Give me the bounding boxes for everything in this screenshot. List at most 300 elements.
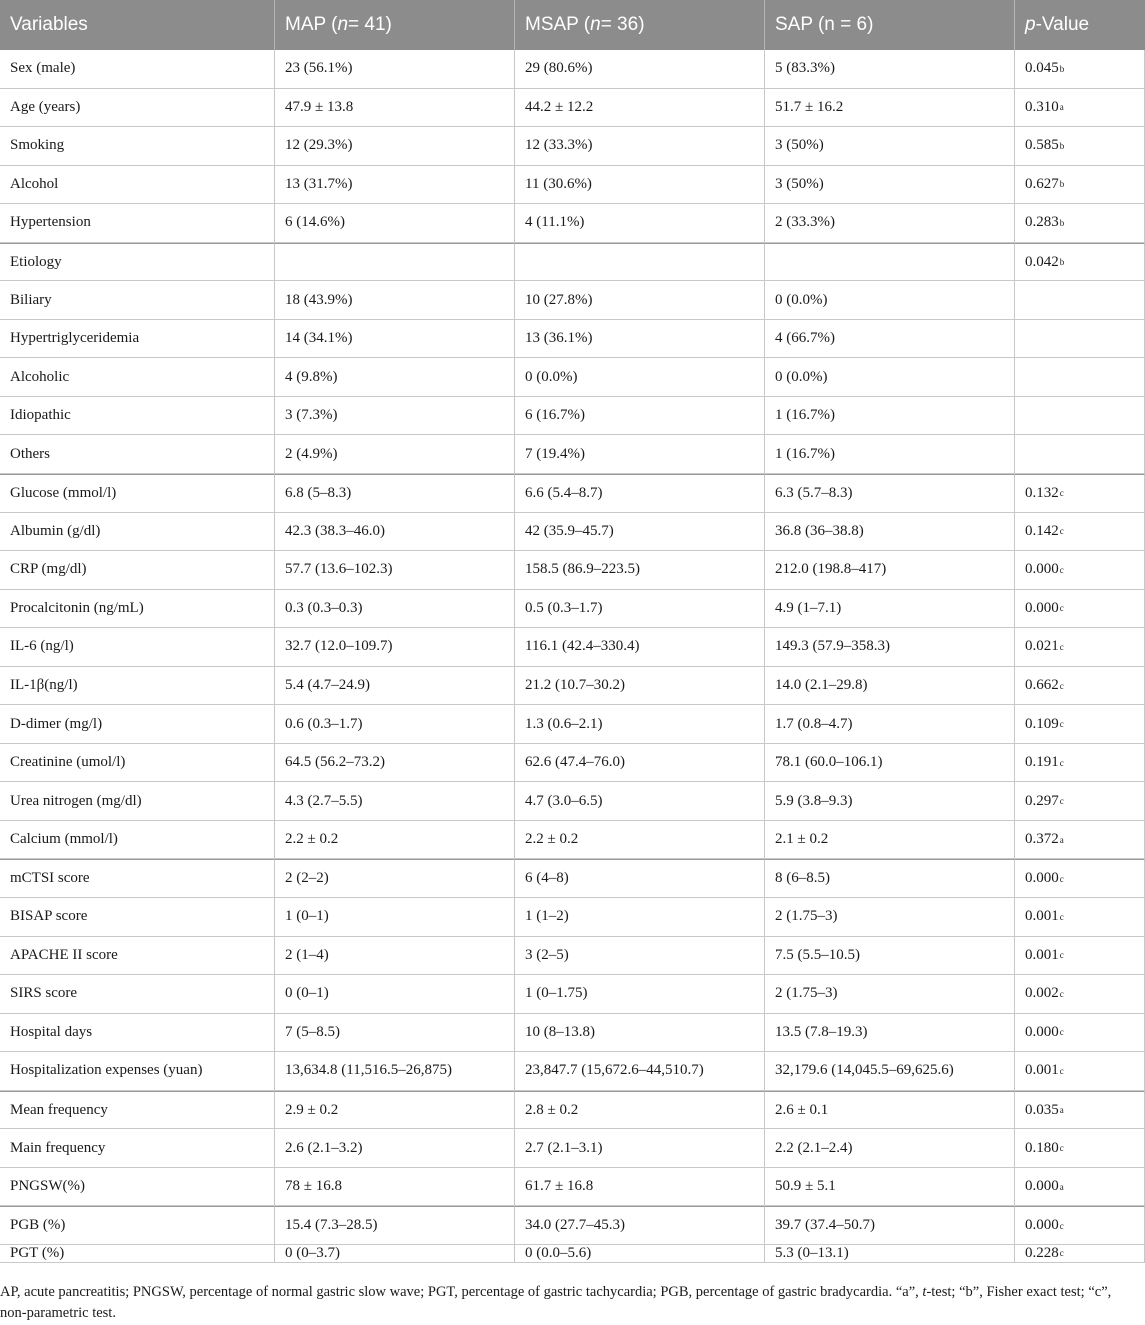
cell-sap <box>764 898 1014 937</box>
cell-map-text: 42.3 (38.3–46.0) <box>285 522 385 539</box>
cell-sap-text: 5.3 (0–13.1) <box>775 1244 849 1261</box>
cell-p-value: 0.000 a <box>1014 1168 1145 1207</box>
cell-map <box>274 1014 514 1053</box>
cell-msap <box>514 590 764 629</box>
cell-sap-text: 4.9 (1–7.1) <box>775 599 842 616</box>
cell-sap-text: 8 (6–8.5) <box>775 870 830 887</box>
cell-variable <box>0 628 274 667</box>
cell-p-value: 0.228 c <box>1014 1245 1145 1263</box>
header-text: -Value <box>1035 14 1090 35</box>
cell-map-text: 2.2 ± 0.2 <box>285 831 339 848</box>
cell-variable <box>0 397 274 436</box>
cell-p-value: 0.035 a <box>1014 1091 1145 1130</box>
cell-msap <box>514 1245 764 1263</box>
cell-p-value: 0.297 c <box>1014 782 1145 821</box>
cell-msap-text: 2.2 ± 0.2 <box>525 831 579 848</box>
cell-msap <box>514 474 764 513</box>
cell-sap <box>764 1168 1014 1207</box>
header-text: MAP ( <box>285 14 338 35</box>
cell-p-value-text: 0.142 <box>1025 522 1059 539</box>
cell-sap-text: 212.0 (198.8–417) <box>775 561 887 578</box>
cell-variable-text: APACHE II score <box>10 946 118 963</box>
cell-p-value: 0.109 c <box>1014 705 1145 744</box>
cell-msap-text: 34.0 (27.7–45.3) <box>525 1217 625 1234</box>
cell-sap-text: 2 (1.75–3) <box>775 985 838 1002</box>
cell-msap <box>514 937 764 976</box>
cell-msap <box>514 204 764 243</box>
cell-sap-text: 3 (50%) <box>775 175 824 192</box>
cell-variable <box>0 513 274 552</box>
cell-variable <box>0 821 274 860</box>
cell-variable <box>0 590 274 629</box>
cell-p-value: 0.001 c <box>1014 937 1145 976</box>
cell-p-value: 0.142 c <box>1014 513 1145 552</box>
cell-map <box>274 1168 514 1207</box>
cell-p-value <box>1014 435 1145 474</box>
cell-msap <box>514 975 764 1014</box>
cell-variable-text: Alcoholic <box>10 368 70 385</box>
cell-p-value: 0.132 c <box>1014 474 1145 513</box>
cell-variable-text: Etiology <box>10 253 62 270</box>
cell-sap <box>764 744 1014 783</box>
cell-sap <box>764 667 1014 706</box>
cell-p-value-text: 0.021 <box>1025 638 1059 655</box>
cell-msap-text: 23,847.7 (15,672.6–44,510.7) <box>525 1062 704 1079</box>
cell-variable-text: Idiopathic <box>10 407 71 424</box>
cell-sap-text: 14.0 (2.1–29.8) <box>775 677 868 694</box>
table-footnote <box>0 1282 1138 1324</box>
cell-variable-text: Hospital days <box>10 1023 93 1040</box>
cell-msap <box>514 320 764 359</box>
cell-sap-text: 2.2 (2.1–2.4) <box>775 1139 853 1156</box>
cell-msap <box>514 435 764 474</box>
cell-sap-text: 149.3 (57.9–358.3) <box>775 638 890 655</box>
cell-sap-text: 3 (50%) <box>775 137 824 154</box>
cell-variable-text: Calcium (mmol/l) <box>10 831 118 848</box>
cell-sap <box>764 89 1014 128</box>
cell-p-value: 0.001 c <box>1014 1052 1145 1091</box>
cell-msap-text: 7 (19.4%) <box>525 445 585 462</box>
cell-msap-text: 1 (0–1.75) <box>525 985 588 1002</box>
cell-variable <box>0 474 274 513</box>
header-italic: n <box>590 14 601 35</box>
cell-msap <box>514 859 764 898</box>
cell-msap-text: 0.5 (0.3–1.7) <box>525 599 603 616</box>
cell-p-value-text: 0.283 <box>1025 214 1059 231</box>
cell-variable <box>0 975 274 1014</box>
cell-p-value: 0.191 c <box>1014 744 1145 783</box>
cell-variable <box>0 1129 274 1168</box>
cell-sap-text: 7.5 (5.5–10.5) <box>775 946 860 963</box>
cell-map <box>274 590 514 629</box>
cell-p-value-text: 0.001 <box>1025 908 1059 925</box>
cell-msap <box>514 898 764 937</box>
cell-map-text: 57.7 (13.6–102.3) <box>285 561 393 578</box>
cell-p-value-text: 0.000 <box>1025 1217 1059 1234</box>
cell-msap-text: 6 (4–8) <box>525 870 569 887</box>
cell-sap <box>764 1206 1014 1245</box>
cell-p-value-text: 0.000 <box>1025 870 1059 887</box>
cell-variable <box>0 50 274 89</box>
cell-sap-text: 2 (1.75–3) <box>775 908 838 925</box>
cell-p-value-text: 0.585 <box>1025 137 1059 154</box>
cell-map-text: 18 (43.9%) <box>285 291 353 308</box>
cell-map <box>274 166 514 205</box>
cell-msap-text: 116.1 (42.4–330.4) <box>525 638 640 655</box>
cell-msap-text: 6.6 (5.4–8.7) <box>525 484 603 501</box>
cell-variable <box>0 89 274 128</box>
cell-p-value-text: 0.372 <box>1025 831 1059 848</box>
cell-variable-text: Mean frequency <box>10 1101 108 1118</box>
cell-variable <box>0 782 274 821</box>
cell-map-text: 2 (4.9%) <box>285 445 338 462</box>
cell-sap <box>764 281 1014 320</box>
cell-p-value <box>1014 320 1145 359</box>
cell-variable <box>0 859 274 898</box>
cell-p-value: 0.000 c <box>1014 859 1145 898</box>
cell-p-value-text: 0.002 <box>1025 985 1059 1002</box>
cell-msap <box>514 397 764 436</box>
cell-map <box>274 937 514 976</box>
cell-map-text: 6 (14.6%) <box>285 214 345 231</box>
cell-map <box>274 320 514 359</box>
cell-sap-text: 0 (0.0%) <box>775 291 828 308</box>
cell-msap-text: 61.7 ± 16.8 <box>525 1178 594 1195</box>
cell-sap <box>764 551 1014 590</box>
cell-variable-text: Hypertriglyceridemia <box>10 330 140 347</box>
cell-sap <box>764 320 1014 359</box>
cell-msap <box>514 243 764 282</box>
footnote-text: AP, acute pancreatitis; PNGSW, percentage of normal gastric slow wave; PGT, percentage of gastric tachycardia; PGB, percentage of gastric bradycardia. “a”, <box>0 1284 923 1300</box>
cell-variable-text: PNGSW(%) <box>10 1178 85 1195</box>
cell-variable <box>0 667 274 706</box>
cell-variable <box>0 281 274 320</box>
cell-map <box>274 513 514 552</box>
cell-msap-text: 13 (36.1%) <box>525 330 593 347</box>
cell-p-value-text: 0.627 <box>1025 175 1059 192</box>
cell-variable <box>0 705 274 744</box>
cell-msap-text: 1.3 (0.6–2.1) <box>525 715 603 732</box>
header-map <box>274 0 514 50</box>
cell-sap-text: 13.5 (7.8–19.3) <box>775 1023 868 1040</box>
cell-map <box>274 127 514 166</box>
cell-map-text: 4 (9.8%) <box>285 368 338 385</box>
cell-map <box>274 1206 514 1245</box>
cell-map <box>274 435 514 474</box>
cell-map-text: 14 (34.1%) <box>285 330 353 347</box>
cell-msap-text: 10 (8–13.8) <box>525 1023 595 1040</box>
cell-p-value: 0.002 c <box>1014 975 1145 1014</box>
cell-msap <box>514 551 764 590</box>
cell-variable <box>0 243 274 282</box>
cell-p-value: 0.001 c <box>1014 898 1145 937</box>
cell-msap-text: 4 (11.1%) <box>525 214 585 231</box>
cell-variable-text: Glucose (mmol/l) <box>10 484 117 501</box>
cell-variable <box>0 1245 274 1263</box>
cell-sap <box>764 859 1014 898</box>
cell-sap-text: 5 (83.3%) <box>775 60 835 77</box>
cell-sap <box>764 397 1014 436</box>
cell-variable <box>0 551 274 590</box>
cell-msap-text: 3 (2–5) <box>525 946 569 963</box>
cell-p-value-text: 0.001 <box>1025 1062 1059 1079</box>
cell-sap <box>764 628 1014 667</box>
header-text: = 41) <box>348 14 392 35</box>
cell-variable-text: Smoking <box>10 137 65 154</box>
cell-msap <box>514 782 764 821</box>
cell-map <box>274 243 514 282</box>
cell-sap-text: 36.8 (36–38.8) <box>775 522 864 539</box>
cell-map <box>274 667 514 706</box>
cell-variable-text: Sex (male) <box>10 60 76 77</box>
cell-msap-text: 29 (80.6%) <box>525 60 593 77</box>
cell-msap-text: 2.8 ± 0.2 <box>525 1101 579 1118</box>
cell-p-value-text: 0.132 <box>1025 484 1059 501</box>
cell-p-value-text: 0.180 <box>1025 1139 1059 1156</box>
cell-sap-text: 5.9 (3.8–9.3) <box>775 792 853 809</box>
cell-sap-text: 39.7 (37.4–50.7) <box>775 1217 875 1234</box>
cell-msap-text: 0 (0.0%) <box>525 368 578 385</box>
cell-sap-text: 2 (33.3%) <box>775 214 835 231</box>
cell-map-text: 13 (31.7%) <box>285 175 353 192</box>
cell-p-value: 0.045 b <box>1014 50 1145 89</box>
cell-p-value: 0.585 b <box>1014 127 1145 166</box>
cell-msap-text: 1 (1–2) <box>525 908 569 925</box>
cell-map <box>274 1052 514 1091</box>
cell-msap-text: 11 (30.6%) <box>525 175 592 192</box>
cell-map-text: 2 (2–2) <box>285 870 329 887</box>
cell-sap <box>764 358 1014 397</box>
cell-p-value-text: 0.000 <box>1025 1023 1059 1040</box>
cell-map-text: 0 (0–3.7) <box>285 1244 340 1261</box>
cell-msap <box>514 821 764 860</box>
cell-map-text: 32.7 (12.0–109.7) <box>285 638 393 655</box>
cell-variable <box>0 744 274 783</box>
cell-sap <box>764 705 1014 744</box>
cell-sap <box>764 821 1014 860</box>
cell-variable-text: PGT (%) <box>10 1244 65 1261</box>
cell-variable-text: BISAP score <box>10 908 88 925</box>
cell-msap <box>514 1091 764 1130</box>
cell-map <box>274 281 514 320</box>
cell-msap <box>514 1168 764 1207</box>
cell-p-value-text: 0.001 <box>1025 946 1059 963</box>
cell-variable-text: IL-6 (ng/l) <box>10 638 74 655</box>
cell-msap-text: 62.6 (47.4–76.0) <box>525 754 625 771</box>
cell-sap <box>764 50 1014 89</box>
cell-sap-text: 1 (16.7%) <box>775 445 835 462</box>
cell-sap <box>764 1091 1014 1130</box>
cell-msap <box>514 1129 764 1168</box>
cell-p-value: 0.021 c <box>1014 628 1145 667</box>
cell-map <box>274 89 514 128</box>
cell-variable <box>0 166 274 205</box>
cell-p-value-text: 0.035 <box>1025 1101 1059 1118</box>
cell-variable <box>0 435 274 474</box>
cell-map-text: 64.5 (56.2–73.2) <box>285 754 385 771</box>
cell-p-value-text: 0.000 <box>1025 599 1059 616</box>
cell-map-text: 3 (7.3%) <box>285 407 338 424</box>
cell-map-text: 2.9 ± 0.2 <box>285 1101 339 1118</box>
cell-variable-text: SIRS score <box>10 985 78 1002</box>
cell-sap <box>764 1014 1014 1053</box>
cell-sap <box>764 243 1014 282</box>
cell-variable-text: Alcohol <box>10 175 59 192</box>
cell-map <box>274 821 514 860</box>
header-text: = 36) <box>600 14 645 35</box>
cell-map-text: 5.4 (4.7–24.9) <box>285 677 370 694</box>
footnote-text: -test; “b”, Fisher exact test; “c”, non-parametric test. <box>0 1284 1112 1321</box>
cell-variable <box>0 1091 274 1130</box>
cell-map <box>274 898 514 937</box>
cell-sap-text: 0 (0.0%) <box>775 368 828 385</box>
header-sap <box>764 0 1014 50</box>
cell-p-value: 0.000 c <box>1014 1014 1145 1053</box>
cell-sap-text: 1.7 (0.8–4.7) <box>775 715 853 732</box>
cell-msap <box>514 1014 764 1053</box>
cell-msap <box>514 628 764 667</box>
cell-map <box>274 474 514 513</box>
cell-sap <box>764 127 1014 166</box>
cell-sap <box>764 937 1014 976</box>
cell-variable <box>0 1052 274 1091</box>
cell-map <box>274 358 514 397</box>
cell-variable <box>0 898 274 937</box>
cell-sap <box>764 513 1014 552</box>
cell-sap <box>764 166 1014 205</box>
cell-variable-text: Hypertension <box>10 214 91 231</box>
cell-sap <box>764 435 1014 474</box>
cell-variable-text: IL-1β(ng/l) <box>10 677 78 694</box>
cell-variable <box>0 320 274 359</box>
footnote-italic: t <box>922 1284 927 1300</box>
header-p-value <box>1014 0 1145 50</box>
cell-msap-text: 158.5 (86.9–223.5) <box>525 561 640 578</box>
cell-map-text: 15.4 (7.3–28.5) <box>285 1217 378 1234</box>
cell-msap <box>514 667 764 706</box>
cell-map <box>274 782 514 821</box>
cell-variable-text: mCTSI score <box>10 870 90 887</box>
cell-sap <box>764 474 1014 513</box>
cell-msap-text: 4.7 (3.0–6.5) <box>525 792 603 809</box>
cell-p-value-text: 0.045 <box>1025 60 1059 77</box>
cell-map-text: 78 ± 16.8 <box>285 1178 342 1195</box>
cell-sap-text: 51.7 ± 16.2 <box>775 98 844 115</box>
cell-p-value: 0.372 a <box>1014 821 1145 860</box>
cell-sap-text: 1 (16.7%) <box>775 407 835 424</box>
cell-variable <box>0 937 274 976</box>
cell-msap-text: 10 (27.8%) <box>525 291 593 308</box>
cell-p-value-text: 0.000 <box>1025 1178 1059 1195</box>
cell-variable <box>0 1168 274 1207</box>
cell-map <box>274 859 514 898</box>
cell-msap <box>514 89 764 128</box>
cell-msap-text: 0 (0.0–5.6) <box>525 1244 592 1261</box>
cell-sap-text: 2.1 ± 0.2 <box>775 831 829 848</box>
cell-variable-text: Others <box>10 445 50 462</box>
cell-msap-text: 12 (33.3%) <box>525 137 593 154</box>
cell-msap <box>514 166 764 205</box>
header-text: SAP (n = 6) <box>775 14 874 35</box>
cell-map <box>274 1091 514 1130</box>
cell-map-text: 23 (56.1%) <box>285 60 353 77</box>
cell-map-text: 0.3 (0.3–0.3) <box>285 599 363 616</box>
cell-msap <box>514 744 764 783</box>
cell-sap <box>764 782 1014 821</box>
cell-map-text: 47.9 ± 13.8 <box>285 98 354 115</box>
cell-msap-text: 21.2 (10.7–30.2) <box>525 677 625 694</box>
cell-msap <box>514 358 764 397</box>
cell-variable <box>0 1206 274 1245</box>
cell-msap <box>514 513 764 552</box>
cell-variable-text: CRP (mg/dl) <box>10 561 87 578</box>
cell-sap <box>764 1052 1014 1091</box>
cell-p-value <box>1014 281 1145 320</box>
cell-variable-text: Urea nitrogen (mg/dl) <box>10 792 142 809</box>
header-italic: p <box>1025 14 1036 35</box>
cell-variable-text: Procalcitonin (ng/mL) <box>10 599 144 616</box>
cell-variable-text: Hospitalization expenses (yuan) <box>10 1062 203 1079</box>
cell-variable <box>0 127 274 166</box>
cell-sap-text: 6.3 (5.7–8.3) <box>775 484 853 501</box>
cell-msap <box>514 281 764 320</box>
cell-p-value: 0.627 b <box>1014 166 1145 205</box>
cell-p-value-text: 0.042 <box>1025 253 1059 270</box>
cell-p-value: 0.310 a <box>1014 89 1145 128</box>
cell-sap-text: 4 (66.7%) <box>775 330 835 347</box>
cell-p-value-text: 0.297 <box>1025 792 1059 809</box>
cell-map <box>274 551 514 590</box>
cell-map-text: 2 (1–4) <box>285 946 329 963</box>
cell-map-text: 0 (0–1) <box>285 985 329 1002</box>
cell-msap <box>514 127 764 166</box>
cell-variable-text: Albumin (g/dl) <box>10 522 101 539</box>
cell-p-value-text: 0.191 <box>1025 754 1059 771</box>
cell-map <box>274 1245 514 1263</box>
cell-p-value: 0.000 c <box>1014 551 1145 590</box>
cell-map-text: 1 (0–1) <box>285 908 329 925</box>
cell-variable-text: Age (years) <box>10 98 81 115</box>
cell-p-value <box>1014 358 1145 397</box>
cell-msap <box>514 1206 764 1245</box>
cell-p-value: 0.042 b <box>1014 243 1145 282</box>
cell-variable <box>0 204 274 243</box>
cell-map-text: 4.3 (2.7–5.5) <box>285 792 363 809</box>
cell-p-value <box>1014 397 1145 436</box>
cell-p-value: 0.000 c <box>1014 1206 1145 1245</box>
cell-variable <box>0 358 274 397</box>
cell-variable-text: Creatinine (umol/l) <box>10 754 126 771</box>
cell-msap-text: 2.7 (2.1–3.1) <box>525 1139 603 1156</box>
cell-msap <box>514 1052 764 1091</box>
cell-map-text: 0.6 (0.3–1.7) <box>285 715 363 732</box>
cell-p-value: 0.662 c <box>1014 667 1145 706</box>
cell-map-text: 12 (29.3%) <box>285 137 353 154</box>
cell-variable <box>0 1014 274 1053</box>
cell-variable-text: Biliary <box>10 291 52 308</box>
cell-sap <box>764 1129 1014 1168</box>
cell-map <box>274 397 514 436</box>
cell-map-text: 6.8 (5–8.3) <box>285 484 352 501</box>
cell-map <box>274 705 514 744</box>
cell-sap <box>764 975 1014 1014</box>
cell-msap-text: 6 (16.7%) <box>525 407 585 424</box>
cell-map-text: 13,634.8 (11,516.5–26,875) <box>285 1062 452 1079</box>
cell-map-text: 2.6 (2.1–3.2) <box>285 1139 363 1156</box>
cell-p-value: 0.180 c <box>1014 1129 1145 1168</box>
cell-p-value-text: 0.109 <box>1025 715 1059 732</box>
cell-sap-text: 78.1 (60.0–106.1) <box>775 754 883 771</box>
